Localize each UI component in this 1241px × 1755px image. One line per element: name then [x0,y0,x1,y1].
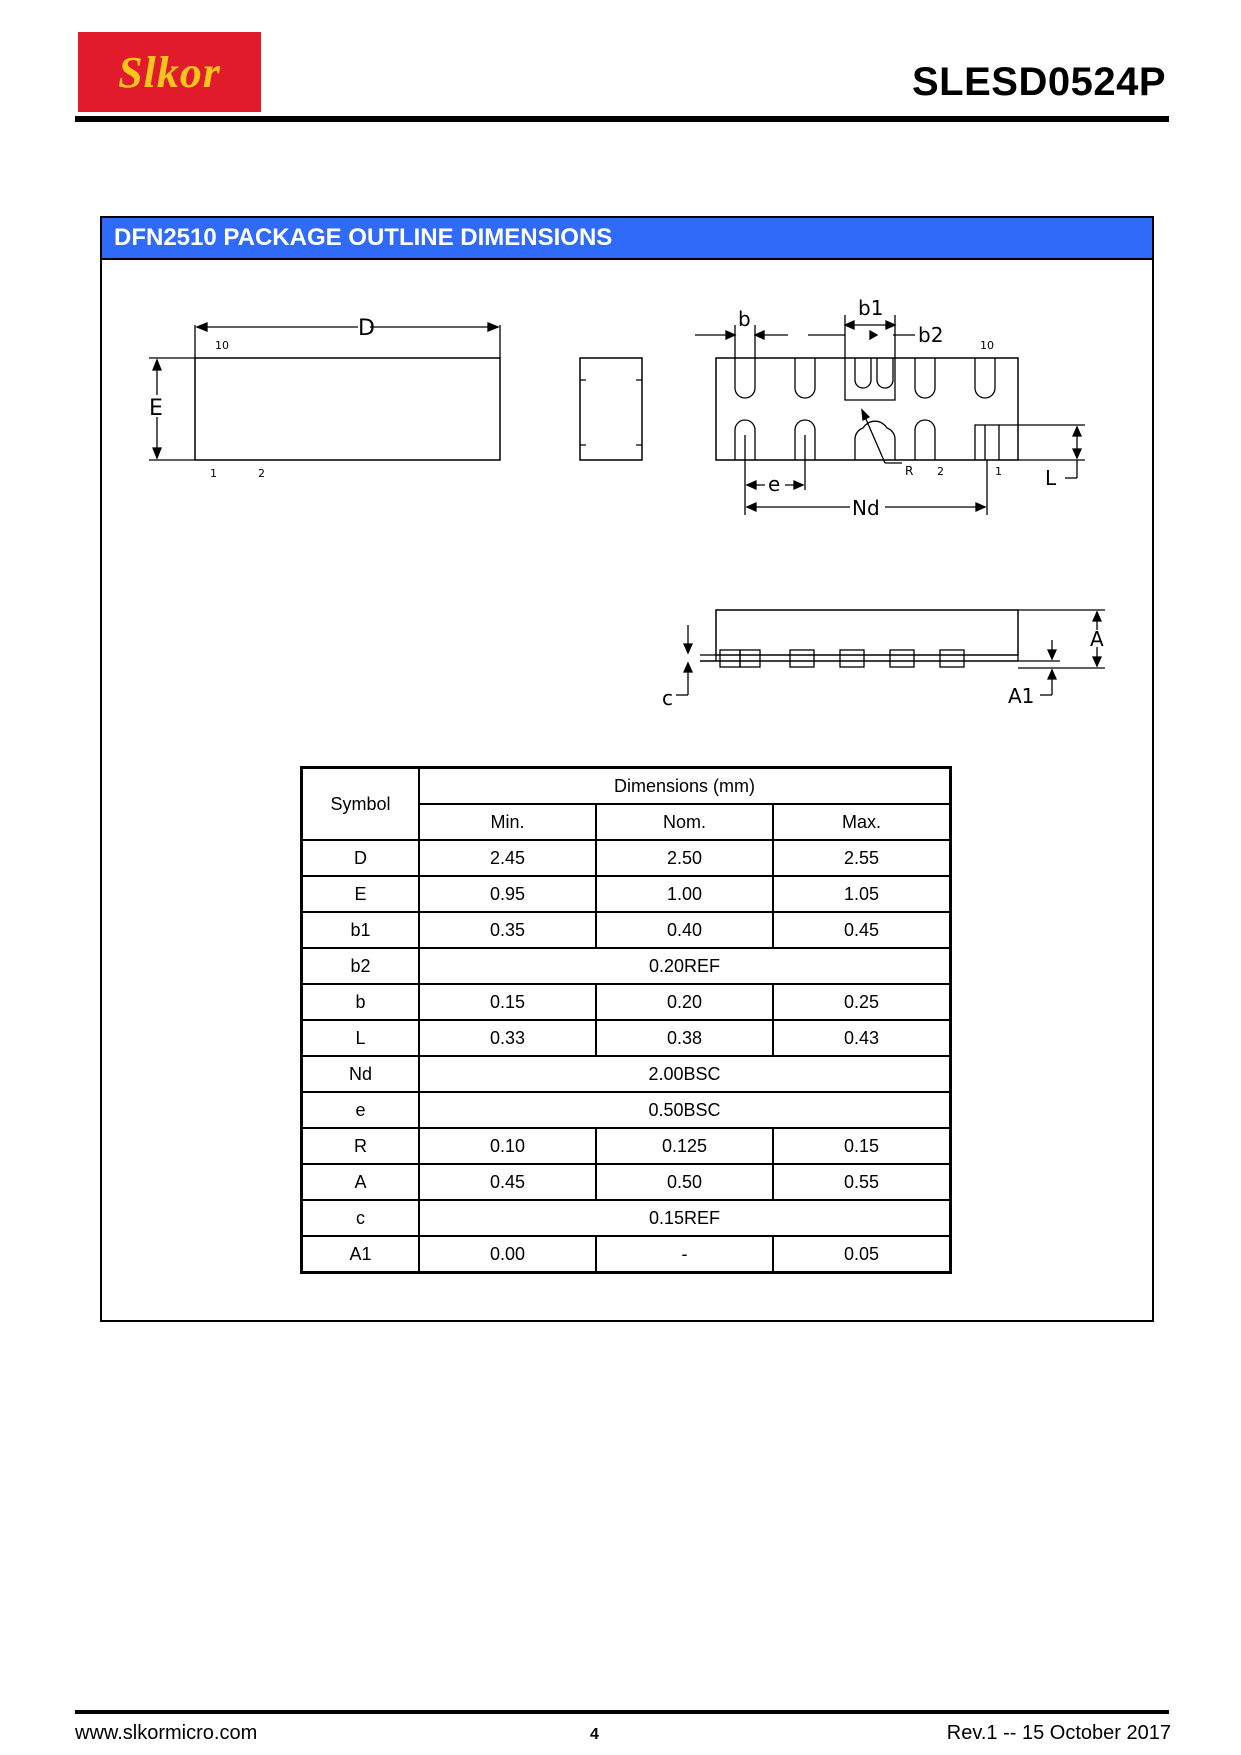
label-pin10-top: 10 [215,339,229,352]
table-row [302,948,951,984]
row-min: 2.45 [419,840,596,876]
label-L: L [1045,466,1057,490]
section-title: DFN2510 PACKAGE OUTLINE DIMENSIONS [102,218,1152,260]
row-max: 1.05 [773,876,951,912]
label-D: D [358,316,375,341]
row-nom: 1.00 [596,876,773,912]
footer-revision: Rev.1 -- 15 October 2017 [946,1722,1171,1744]
dimensions-table [300,766,952,1274]
package-outline-drawing [140,285,1120,735]
row-symbol: b [302,984,420,1020]
row-min: 0.00 [419,1236,596,1273]
part-number: SLESD0524P [911,60,1166,104]
row-min: 0.10 [419,1128,596,1164]
row-symbol: e [302,1092,420,1128]
label-pin1-top: 1 [210,467,217,480]
label-pin2-top: 2 [258,467,265,480]
footer-divider [75,1710,1169,1714]
row-nom: - [596,1236,773,1273]
label-b: b [738,307,751,331]
label-E: E [149,396,163,421]
row-nom: 0.50 [596,1164,773,1200]
row-nom: 0.20 [596,984,773,1020]
row-max: 0.25 [773,984,951,1020]
min-header: Min. [419,804,596,840]
row-span-value: 0.50BSC [419,1092,951,1128]
row-span-value: 2.00BSC [419,1056,951,1092]
dimensions-header: Dimensions (mm) [419,768,951,805]
label-pin2-bottom: 2 [937,465,944,478]
row-min: 0.15 [419,984,596,1020]
label-A1: A1 [1008,684,1035,708]
page-number: 4 [590,1726,599,1743]
row-nom: 0.40 [596,912,773,948]
label-pin10-bottom: 10 [980,339,994,352]
row-min: 0.45 [419,1164,596,1200]
row-min: 0.95 [419,876,596,912]
table-row [302,1200,951,1236]
row-max: 0.55 [773,1164,951,1200]
table-row [302,1092,951,1128]
logo-text: Slkor [118,47,221,97]
header-divider [75,116,1169,122]
row-symbol: c [302,1200,420,1236]
label-e: e [768,472,781,496]
label-R: R [905,464,914,478]
row-nom: 0.125 [596,1128,773,1164]
nom-header: Nom. [596,804,773,840]
table-row [302,1164,951,1200]
row-symbol: A1 [302,1236,420,1273]
label-b2: b2 [918,323,944,347]
profile-view [662,610,1105,710]
label-pin1-bottom: 1 [995,465,1002,478]
table-row [302,1236,951,1273]
row-symbol: L [302,1020,420,1056]
row-max: 0.15 [773,1128,951,1164]
row-span-value: 0.15REF [419,1200,951,1236]
table-row [302,912,951,948]
row-nom: 0.38 [596,1020,773,1056]
label-c: c [662,686,673,710]
slkor-logo [78,32,261,112]
table-row [302,840,951,876]
bottom-view [695,296,1085,520]
row-symbol: A [302,1164,420,1200]
label-A: A [1090,627,1104,651]
table-row [302,984,951,1020]
table-row [302,1020,951,1056]
row-symbol: R [302,1128,420,1164]
row-span-value: 0.20REF [419,948,951,984]
row-max: 0.05 [773,1236,951,1273]
row-symbol: b2 [302,948,420,984]
row-symbol: D [302,840,420,876]
footer-website: www.slkormicro.com [75,1722,258,1744]
top-view [149,316,500,480]
table-header-row [302,768,951,805]
table-row [302,1128,951,1164]
label-Nd: Nd [852,496,880,520]
side-view [580,358,642,460]
table-row [302,1056,951,1092]
max-header: Max. [773,804,951,840]
row-min: 0.33 [419,1020,596,1056]
row-max: 0.43 [773,1020,951,1056]
row-symbol: E [302,876,420,912]
row-symbol: b1 [302,912,420,948]
row-symbol: Nd [302,1056,420,1092]
row-max: 0.45 [773,912,951,948]
row-max: 2.55 [773,840,951,876]
symbol-header: Symbol [302,768,420,841]
row-nom: 2.50 [596,840,773,876]
row-min: 0.35 [419,912,596,948]
label-b1: b1 [858,296,884,320]
table-row [302,876,951,912]
